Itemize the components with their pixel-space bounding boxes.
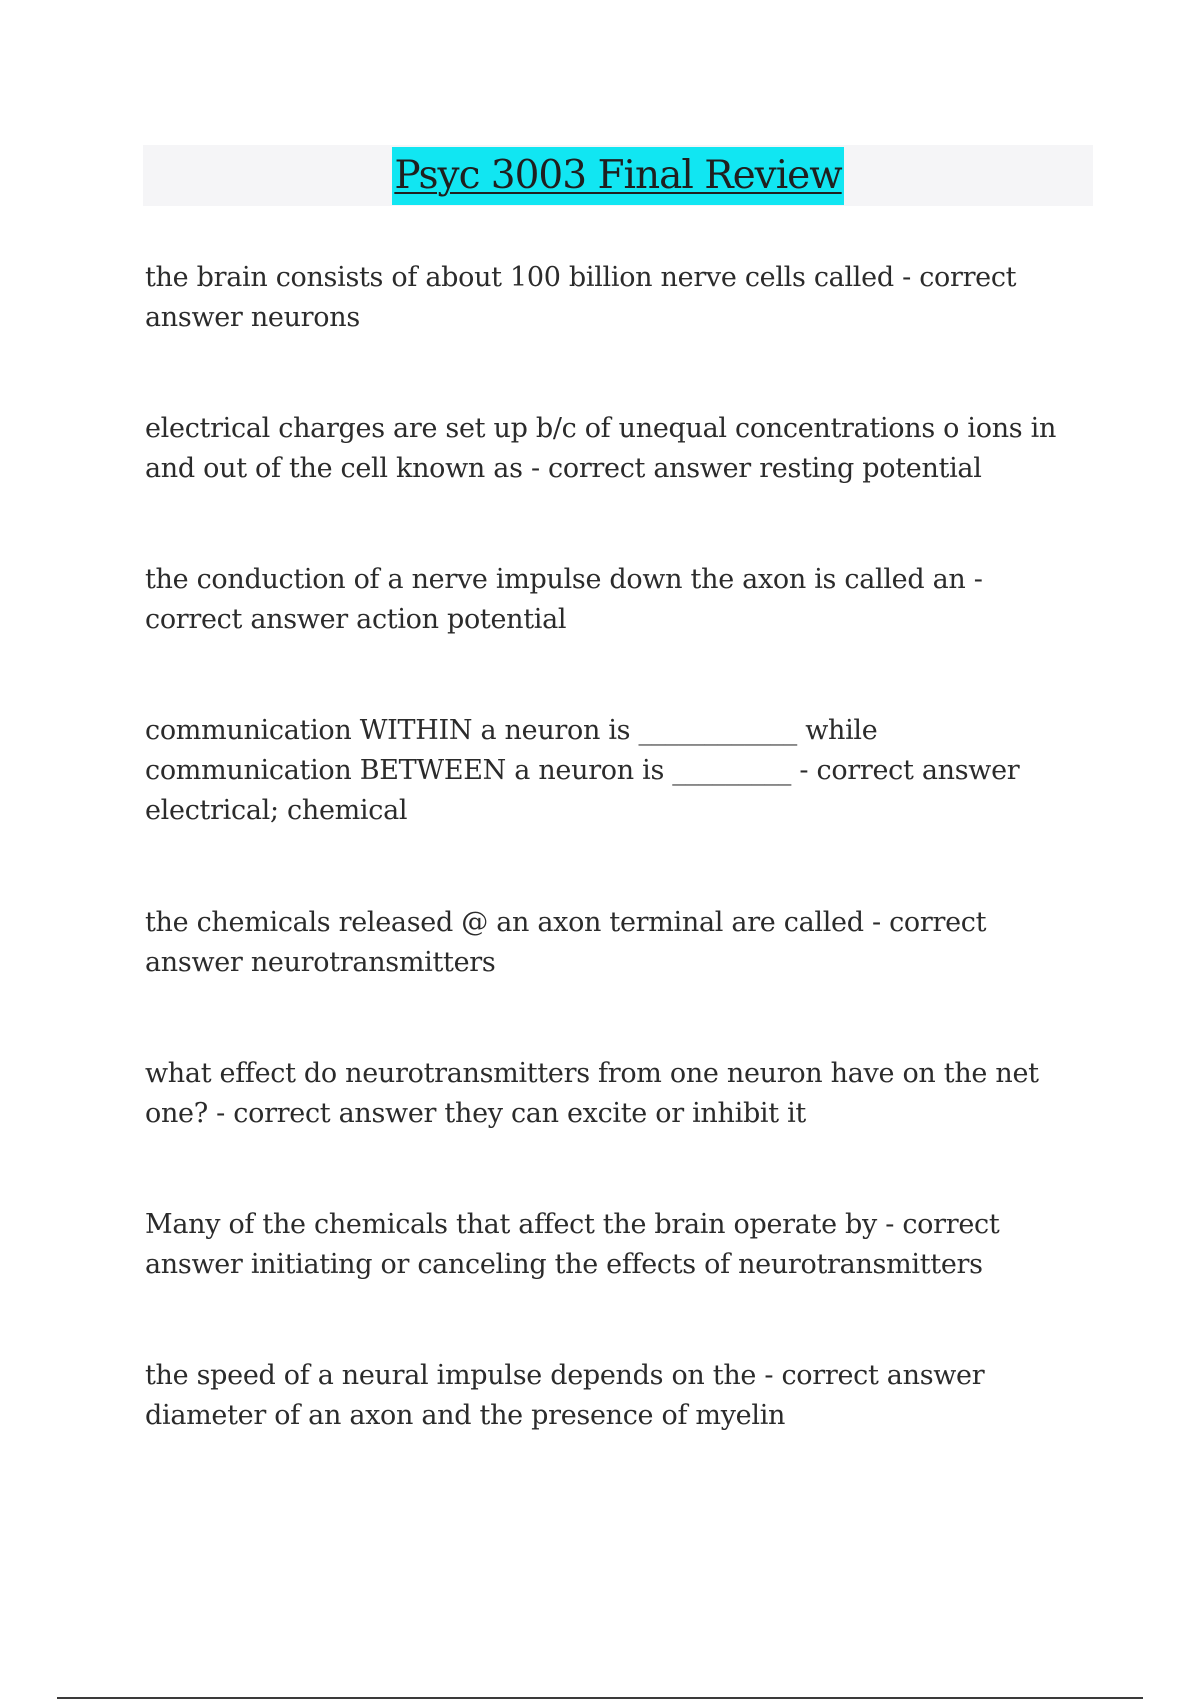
- qa-item-3: the conduction of a nerve impulse down the axon is called an - correct answer action potential: [145, 564, 983, 635]
- qa-item-4: communication WITHIN a neuron is ____________ while communication BETWEEN a neuron is _________ - correct answer electrical; chemical: [145, 715, 1020, 826]
- qa-item-2: electrical charges are set up b/c of unequal concentrations o ions in and out of the cell known as - correct answer resting potential: [145, 413, 1057, 484]
- page-title: Psyc 3003 Final Review: [392, 147, 843, 205]
- qa-item-8: the speed of a neural impulse depends on the - correct answer diameter of an axon and the presence of myelin: [145, 1360, 985, 1431]
- footer-divider: [57, 1697, 1143, 1699]
- qa-item-5: the chemicals released @ an axon terminal are called - correct answer neurotransmitters: [145, 907, 987, 978]
- title-band: [143, 145, 1093, 206]
- qa-item-1: the brain consists of about 100 billion nerve cells called - correct answer neurons: [145, 262, 1017, 333]
- qa-item-7: Many of the chemicals that affect the brain operate by - correct answer initiating or canceling the effects of neurotransmitters: [145, 1209, 1000, 1280]
- qa-item-6: what effect do neurotransmitters from one neuron have on the net one? - correct answer they can excite or inhibit it: [145, 1058, 1039, 1129]
